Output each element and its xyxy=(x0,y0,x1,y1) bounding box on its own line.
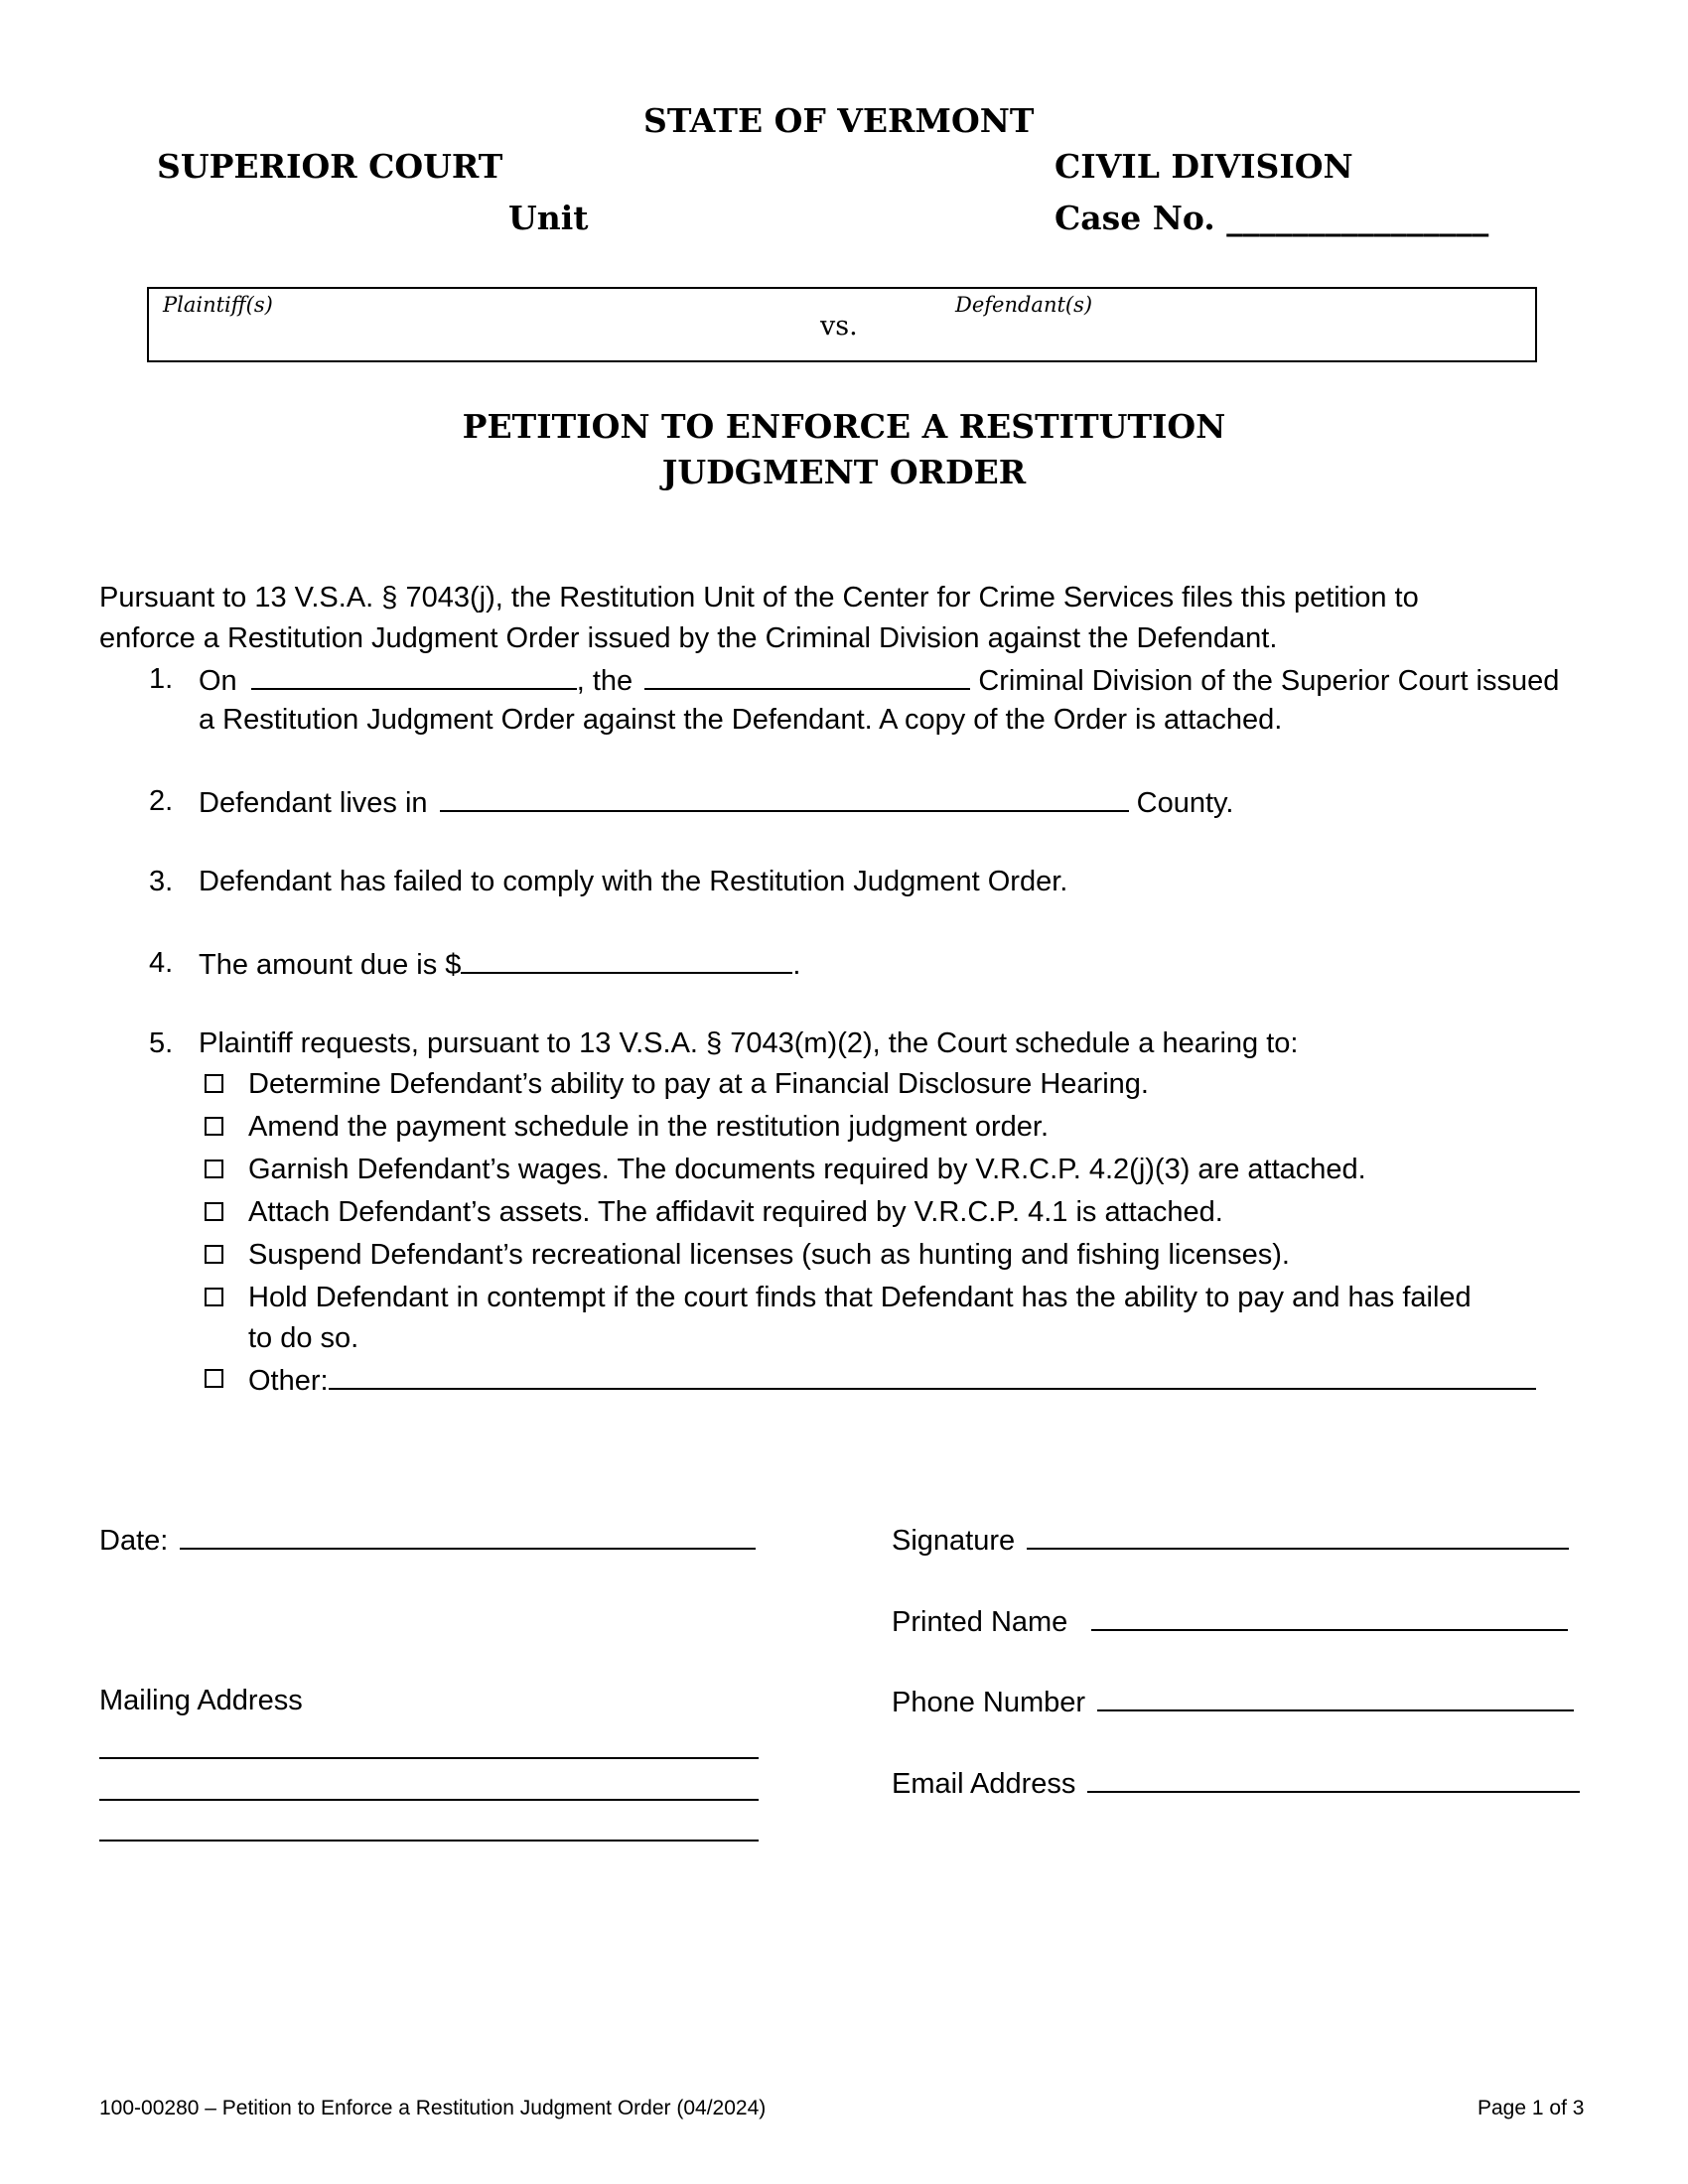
item-4-line xyxy=(199,943,800,986)
intro-line-1: Pursuant to 13 V.S.A. § 7043(j), the Restitution Unit of the Center for Crime Services files this petition to xyxy=(99,582,1419,614)
item-1-line-2: a Restitution Judgment Order against the Defendant. A copy of the Order is attached. xyxy=(199,704,1283,736)
option-attach-assets: Attach Defendant’s assets. The affidavit required by V.R.C.P. 4.1 is attached. xyxy=(248,1196,1223,1228)
page-number: Page 1 of 3 xyxy=(1477,2097,1585,2119)
county-field[interactable] xyxy=(440,781,1129,812)
item-5-text: Plaintiff requests, pursuant to 13 V.S.A. § 7043(m)(2), the Court schedule a hearing to: xyxy=(199,1027,1299,1059)
signature-line xyxy=(892,1519,1569,1562)
option-other-label: Other: xyxy=(248,1365,329,1397)
division-heading: CIVIL DIVISION xyxy=(1055,147,1353,186)
option-amend-payment: Amend the payment schedule in the restitution judgment order. xyxy=(248,1111,1050,1143)
court-heading: SUPERIOR COURT xyxy=(157,147,503,186)
option-financial-disclosure: Determine Defendant’s ability to pay at a Financial Disclosure Hearing. xyxy=(248,1068,1149,1100)
option-suspend-licenses: Suspend Defendant’s recreational licenses (such as hunting and fishing licenses). xyxy=(248,1239,1290,1271)
mailing-address-label: Mailing Address xyxy=(99,1685,303,1716)
other-field[interactable] xyxy=(329,1359,1536,1390)
defendant-label: Defendant(s) xyxy=(955,293,1093,317)
criminal-unit-field[interactable] xyxy=(644,659,970,690)
item-2-line xyxy=(199,781,1233,824)
signature-field[interactable] xyxy=(1027,1519,1569,1550)
document-title-line-2: JUDGMENT ORDER xyxy=(661,453,1027,491)
mailing-address-field-1[interactable] xyxy=(99,1757,759,1759)
amount-due-field[interactable] xyxy=(461,943,792,974)
item-4-number: 4. xyxy=(149,947,174,979)
item-5-number: 5. xyxy=(149,1027,174,1059)
item-1-on-label: On xyxy=(199,665,237,697)
item-1-rest-label: Criminal Division of the Superior Court issued xyxy=(978,665,1560,697)
date-line xyxy=(99,1519,756,1562)
checkbox-financial-disclosure[interactable] xyxy=(205,1074,223,1093)
item-2-pre-label: Defendant lives in xyxy=(199,787,428,819)
checkbox-garnish-wages[interactable] xyxy=(205,1160,223,1178)
item-4-pre-label: The amount due is $ xyxy=(199,949,462,981)
phone-label: Phone Number xyxy=(892,1687,1086,1718)
caption-box xyxy=(147,287,1537,362)
option-garnish-wages: Garnish Defendant’s wages. The documents required by V.R.C.P. 4.2(j)(3) are attached. xyxy=(248,1154,1366,1185)
item-3-number: 3. xyxy=(149,866,174,897)
option-contempt-line-2: to do so. xyxy=(248,1322,359,1354)
phone-field[interactable] xyxy=(1097,1681,1574,1711)
item-4-post-label: . xyxy=(792,949,801,981)
option-contempt-line-1: Hold Defendant in contempt if the court finds that Defendant has the ability to pay and has failed xyxy=(248,1282,1472,1313)
printed-name-label: Printed Name xyxy=(892,1606,1068,1638)
form-identifier: 100-00280 – Petition to Enforce a Restitution Judgment Order (04/2024) xyxy=(99,2097,767,2119)
date-field[interactable] xyxy=(180,1519,756,1550)
item-2-number: 2. xyxy=(149,785,174,817)
checkbox-amend-payment[interactable] xyxy=(205,1117,223,1136)
state-heading: STATE OF VERMONT xyxy=(643,101,1035,140)
plaintiff-label: Plaintiff(s) xyxy=(163,293,273,317)
document-title-line-1: PETITION TO ENFORCE A RESTITUTION xyxy=(462,407,1226,446)
case-number-label: Case No. ________________ xyxy=(1055,199,1489,237)
mailing-address-field-2[interactable] xyxy=(99,1799,759,1801)
checkbox-contempt[interactable] xyxy=(205,1288,223,1306)
unit-label: Unit xyxy=(508,199,589,237)
checkbox-attach-assets[interactable] xyxy=(205,1202,223,1221)
mailing-address-field-3[interactable] xyxy=(99,1840,759,1842)
phone-line xyxy=(892,1681,1574,1723)
email-field[interactable] xyxy=(1087,1762,1580,1793)
email-label: Email Address xyxy=(892,1768,1076,1800)
item-1-number: 1. xyxy=(149,663,174,695)
printed-name-line xyxy=(892,1600,1568,1643)
intro-line-2: enforce a Restitution Judgment Order issued by the Criminal Division against the Defendant. xyxy=(99,622,1278,654)
option-other xyxy=(248,1359,1536,1402)
item-3-text: Defendant has failed to comply with the Restitution Judgment Order. xyxy=(199,866,1068,897)
date-label: Date: xyxy=(99,1525,169,1557)
order-date-field[interactable] xyxy=(251,659,577,690)
signature-label: Signature xyxy=(892,1525,1016,1557)
checkbox-other[interactable] xyxy=(205,1369,223,1388)
printed-name-field[interactable] xyxy=(1091,1600,1568,1631)
versus-label: vs. xyxy=(820,311,858,341)
email-line xyxy=(892,1762,1580,1805)
item-1-the-label: , the xyxy=(576,665,633,697)
item-1-line-1 xyxy=(199,659,1559,702)
checkbox-suspend-licenses[interactable] xyxy=(205,1245,223,1264)
item-2-post-label: County. xyxy=(1136,787,1234,819)
